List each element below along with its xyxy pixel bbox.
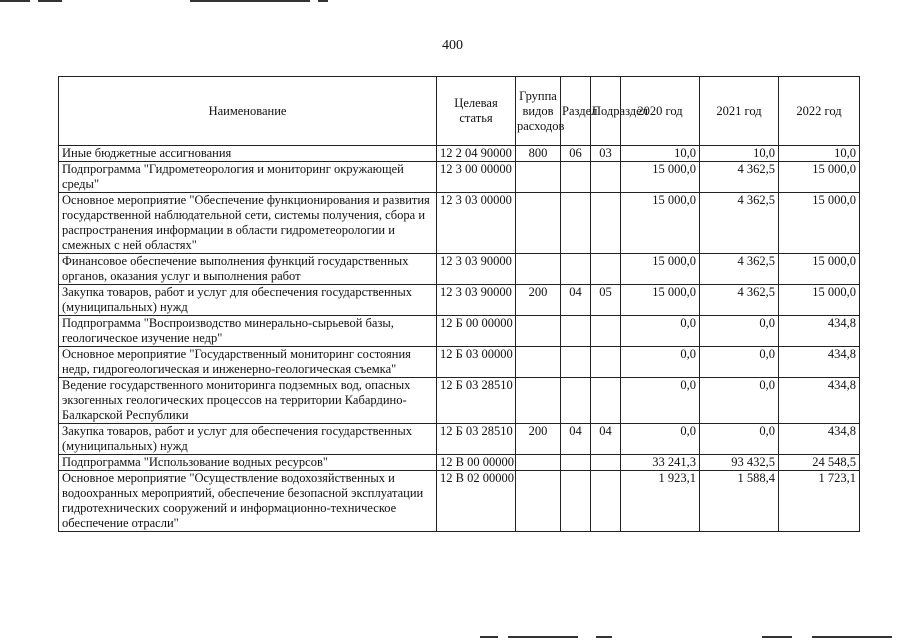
header-2020: 2020 год [621, 77, 700, 146]
header-2021: 2021 год [700, 77, 779, 146]
cell-2021: 4 362,5 [700, 162, 779, 193]
header-2022: 2022 год [779, 77, 860, 146]
table-row [59, 471, 860, 532]
table-row [59, 193, 860, 254]
cell-expense-group [516, 471, 561, 532]
cell-2021: 93 432,5 [700, 455, 779, 471]
cell-2020: 15 000,0 [621, 285, 700, 316]
cell-2022: 24 548,5 [779, 455, 860, 471]
cell-subsection [591, 162, 621, 193]
cell-name: Подпрограмма "Гидрометеорология и мониторинг окружающей среды" [59, 162, 437, 193]
header-target-article: Целевая статья [437, 77, 516, 146]
header-expense-group: Группа видов расходов [516, 77, 561, 146]
cell-2021: 1 588,4 [700, 471, 779, 532]
header-subsection: Подраздел [591, 77, 621, 146]
scan-artifact-top [0, 0, 905, 4]
table-row [59, 378, 860, 424]
table-row [59, 347, 860, 378]
scan-artifact-bottom [0, 636, 905, 640]
cell-section: 04 [561, 285, 591, 316]
cell-target-article: 12 Б 03 28510 [437, 424, 516, 455]
cell-section [561, 455, 591, 471]
cell-2021: 0,0 [700, 424, 779, 455]
cell-target-article: 12 В 02 00000 [437, 471, 516, 532]
cell-2022: 15 000,0 [779, 285, 860, 316]
cell-2020: 15 000,0 [621, 193, 700, 254]
cell-target-article: 12 Б 03 00000 [437, 347, 516, 378]
cell-2020: 10,0 [621, 146, 700, 162]
cell-subsection [591, 471, 621, 532]
cell-section: 06 [561, 146, 591, 162]
cell-expense-group [516, 455, 561, 471]
cell-expense-group [516, 347, 561, 378]
table-row [59, 285, 860, 316]
cell-expense-group [516, 378, 561, 424]
cell-subsection [591, 193, 621, 254]
header-section: Раздел [561, 77, 591, 146]
cell-subsection [591, 455, 621, 471]
cell-2020: 15 000,0 [621, 162, 700, 193]
cell-subsection [591, 378, 621, 424]
cell-target-article: 12 3 03 90000 [437, 285, 516, 316]
budget-table [58, 76, 860, 532]
cell-2022: 434,8 [779, 347, 860, 378]
table-row [59, 316, 860, 347]
cell-2020: 0,0 [621, 316, 700, 347]
cell-name: Основное мероприятие "Осуществление водохозяйственных и водоохранных мероприятий, обеспечение безопасной эксплуатации гидротехнических сооружений и информационно-техническое обеспечение отрасли" [59, 471, 437, 532]
cell-subsection: 05 [591, 285, 621, 316]
cell-2021: 4 362,5 [700, 193, 779, 254]
cell-section [561, 193, 591, 254]
cell-section [561, 347, 591, 378]
page-number: 400 [442, 38, 463, 53]
table-row [59, 146, 860, 162]
cell-subsection [591, 316, 621, 347]
cell-section [561, 378, 591, 424]
cell-2021: 4 362,5 [700, 285, 779, 316]
cell-target-article: 12 Б 00 00000 [437, 316, 516, 347]
cell-section: 04 [561, 424, 591, 455]
cell-expense-group [516, 316, 561, 347]
cell-2020: 0,0 [621, 424, 700, 455]
cell-section [561, 471, 591, 532]
cell-2021: 0,0 [700, 316, 779, 347]
cell-subsection [591, 347, 621, 378]
cell-2022: 434,8 [779, 316, 860, 347]
cell-expense-group [516, 254, 561, 285]
cell-name: Основное мероприятие "Обеспечение функционирования и развития государственной наблюдательной сети, системы получения, сбора и распространения информации в области гидрометеорологии и смежных с ней областях" [59, 193, 437, 254]
header-name: Наименование [59, 77, 437, 146]
cell-target-article: 12 В 00 00000 [437, 455, 516, 471]
cell-2020: 1 923,1 [621, 471, 700, 532]
cell-expense-group [516, 193, 561, 254]
cell-name: Основное мероприятие "Государственный мониторинг состояния недр, гидрогеологическая и инженерно-геологическая съемка" [59, 347, 437, 378]
cell-section [561, 316, 591, 347]
cell-2021: 4 362,5 [700, 254, 779, 285]
cell-2020: 15 000,0 [621, 254, 700, 285]
cell-expense-group: 200 [516, 424, 561, 455]
cell-expense-group: 200 [516, 285, 561, 316]
cell-2022: 434,8 [779, 378, 860, 424]
cell-subsection: 04 [591, 424, 621, 455]
cell-target-article: 12 3 00 00000 [437, 162, 516, 193]
cell-name: Закупка товаров, работ и услуг для обеспечения государственных (муниципальных) нужд [59, 285, 437, 316]
cell-target-article: 12 3 03 00000 [437, 193, 516, 254]
table-row [59, 455, 860, 471]
cell-2022: 434,8 [779, 424, 860, 455]
cell-name: Ведение государственного мониторинга подземных вод, опасных экзогенных геологических процессов на территории Кабардино-Балкарской Республики [59, 378, 437, 424]
cell-target-article: 12 3 03 90000 [437, 254, 516, 285]
header-row [59, 77, 860, 146]
table-row [59, 254, 860, 285]
cell-2022: 15 000,0 [779, 193, 860, 254]
cell-expense-group: 800 [516, 146, 561, 162]
cell-name: Подпрограмма "Воспроизводство минерально-сырьевой базы, геологическое изучение недр" [59, 316, 437, 347]
cell-target-article: 12 2 04 90000 [437, 146, 516, 162]
table-body [59, 146, 860, 532]
table-row [59, 162, 860, 193]
cell-name: Закупка товаров, работ и услуг для обеспечения государственных (муниципальных) нужд [59, 424, 437, 455]
cell-2022: 10,0 [779, 146, 860, 162]
cell-2022: 1 723,1 [779, 471, 860, 532]
cell-target-article: 12 Б 03 28510 [437, 378, 516, 424]
cell-2020: 33 241,3 [621, 455, 700, 471]
cell-section [561, 162, 591, 193]
cell-expense-group [516, 162, 561, 193]
cell-section [561, 254, 591, 285]
cell-name: Иные бюджетные ассигнования [59, 146, 437, 162]
cell-2021: 0,0 [700, 378, 779, 424]
cell-2022: 15 000,0 [779, 254, 860, 285]
cell-name: Подпрограмма "Использование водных ресурсов" [59, 455, 437, 471]
cell-subsection: 03 [591, 146, 621, 162]
cell-2022: 15 000,0 [779, 162, 860, 193]
cell-2020: 0,0 [621, 378, 700, 424]
cell-2020: 0,0 [621, 347, 700, 378]
table-row [59, 424, 860, 455]
cell-2021: 10,0 [700, 146, 779, 162]
cell-name: Финансовое обеспечение выполнения функций государственных органов, оказания услуг и выполнения работ [59, 254, 437, 285]
cell-2021: 0,0 [700, 347, 779, 378]
cell-subsection [591, 254, 621, 285]
